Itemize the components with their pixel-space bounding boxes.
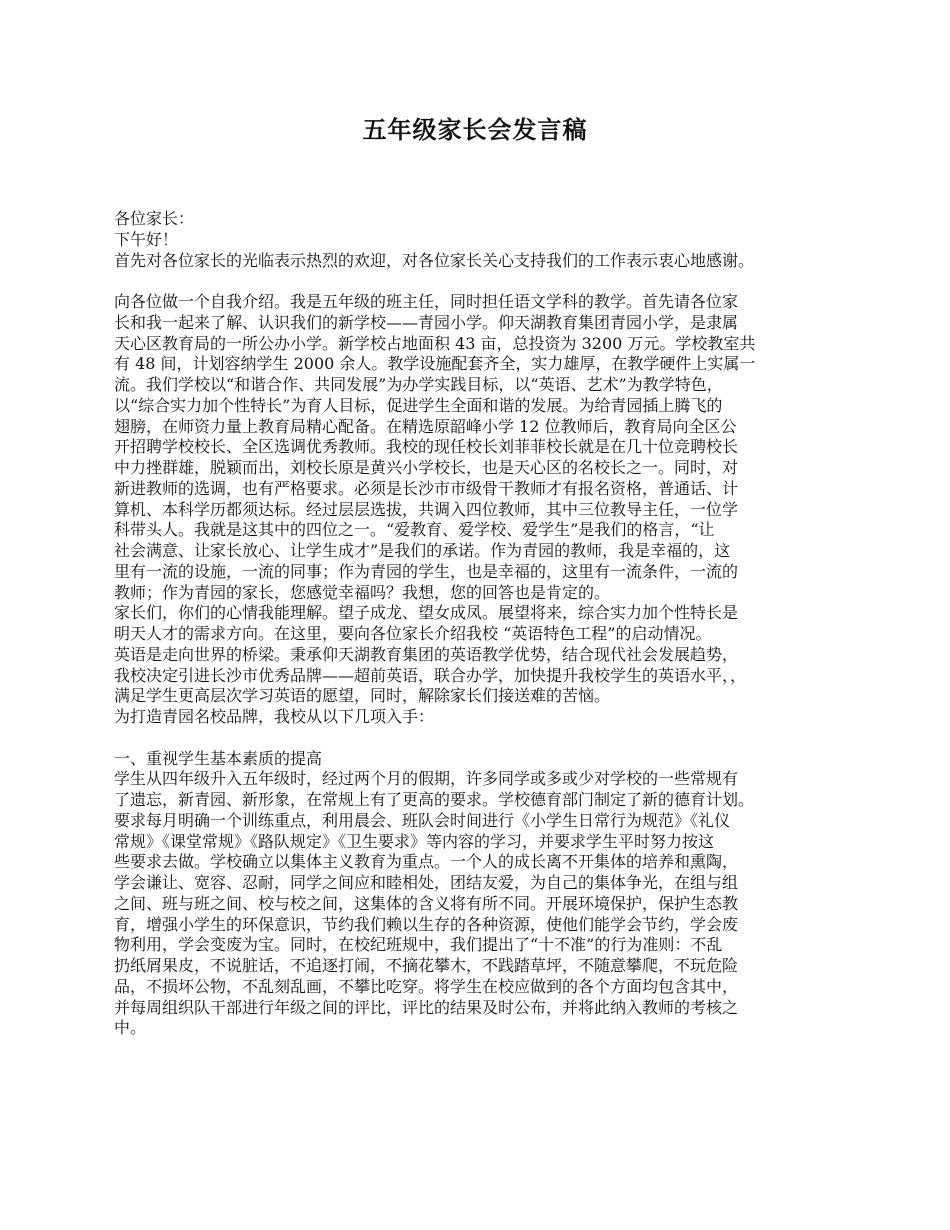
text-line: 算机、本科学历都须达标。经过层层选拔，共调入四位教师，其中三位教导主任，一位学 xyxy=(114,499,739,519)
text-line: 中力挫群雄，脱颖而出，刘校长原是黄兴小学校长，也是天心区的名校长之一。同时，对 xyxy=(114,458,739,477)
brand-line: 为打造青园名校品牌，我校从以下几项入手： xyxy=(114,707,435,726)
text-line: 里有一流的设施，一流的同事；作为青园的学生，也是幸福的，这里有一流条件，一流的 xyxy=(114,561,739,581)
section1-paragraph xyxy=(114,769,854,1039)
text-line: 英语是走向世界的桥梁。秉承仰天湖教育集团的英语教学优势，结合现代社会发展趋势， xyxy=(114,644,739,664)
text-line: 了遗忘，新青园、新形象，在常规上有了更高的要求。学校德育部门制定了新的德育计划。 xyxy=(114,790,755,809)
text-line: 之间、班与班之间、校与校之间，这集体的含义将有所不同。开展环境保护，保护生态教 xyxy=(114,893,739,913)
document-title: 五年级家长会发言稿 xyxy=(362,115,588,144)
text-line: 品，不损坏公物，不乱刻乱画，不攀比吃穿。将学生在校应做到的各个方面均包含其中， xyxy=(114,976,739,996)
text-line: 以“综合实力加个性特长”为育人目标，促进学生全面和谐的发展。为给青园插上腾飞的 xyxy=(114,395,723,415)
paragraph-spacer xyxy=(114,728,854,749)
text-line: 明天人才的需求方向。在这里，要向各位家长介绍我校 “英语特色工程”的启动情况。 xyxy=(114,624,712,643)
text-line: 开招聘学校校长、全区选调优秀教师。我校的现任校长刘菲菲校长就是在几十位竞聘校长 xyxy=(114,437,739,457)
text-line: 物利用，学会变废为宝。同时，在校纪班规中，我们提出了“十不准”的行为准则：不乱 xyxy=(114,935,723,955)
text-line: 翅膀，在师资力量上教育局精心配备。在精选原韶峰小学 12 位教师后，教育局向全区公 xyxy=(114,416,737,436)
text-line: 育，增强小学生的环保意识，节约我们赖以生存的各种资源，使他们能学会节约，学会废 xyxy=(114,914,739,934)
text-line: 有 48 间，计划容纳学生 2000 余人。教学设施配套齐全，实力雄厚，在教学硬件上实属一 xyxy=(114,354,756,374)
intro-paragraph xyxy=(114,292,854,603)
text-line: 家长们，你们的心情我能理解。望子成龙、望女成凤。展望将来，综合实力加个性特长是 xyxy=(114,603,739,623)
greeting-line: 各位家长： xyxy=(114,209,195,228)
text-line: 并每周组织队干部进行年级之间的评比，评比的结果及时公布，并将此纳入教师的考核之 xyxy=(114,997,739,1017)
text-line: 科带头人。我就是这其中的四位之一。“爱教育、爱学校、爱学生”是我们的格言，“让 xyxy=(114,520,715,540)
time-greeting-line: 下午好！ xyxy=(114,229,179,249)
parents-paragraph xyxy=(114,603,854,645)
text-line: 常规》《课堂常规》《路队规定》《卫生要求》等内容的学习，并要求学生平时努力按这 xyxy=(114,831,715,851)
text-line: 天心区教育局的一所公办小学。新学校占地面积 43 亩，总投资为 3200 万元。学校教室共 xyxy=(114,333,756,353)
text-line: 学生从四年级升入五年级时，经过两个月的假期，许多同学或多或少对学校的一些常规有 xyxy=(114,769,739,789)
english-paragraph xyxy=(114,645,854,707)
opening-line: 首先对各位家长的光临表示热烈的欢迎，对各位家长关心支持我们的工作表示衷心地感谢。 xyxy=(114,250,755,270)
text-line: 向各位做一个自我介绍。我是五年级的班主任，同时担任语文学科的教学。首先请各位家 xyxy=(114,292,739,311)
text-line: 学会谦让、宽容、忍耐，同学之间应和睦相处，团结友爱，为自己的集体争光，在组与组 xyxy=(114,873,739,892)
text-line: 些要求去做。学校确立以集体主义教育为重点。一个人的成长离不开集体的培养和熏陶， xyxy=(114,852,739,872)
text-line: 流。我们学校以“和谐合作、共同发展”为办学实践目标，以“英语、艺术”为教学特色， xyxy=(114,375,723,394)
text-line: 我校决定引进长沙市优秀品牌——超前英语，联合办学，加快提升我校学生的英语水平，， xyxy=(114,665,747,685)
section-heading: 一、重视学生基本素质的提高 xyxy=(114,748,323,768)
text-line: 社会满意、让家长放心、让学生成才”是我们的承诺。作为青园的教师，我是幸福的，这 xyxy=(114,541,731,560)
document-body xyxy=(114,209,854,1039)
text-line: 满足学生更高层次学习英语的愿望，同时，解除家长们接送难的苦恼。 xyxy=(114,686,611,706)
text-line: 要求每月明确一个训练重点，利用晨会、班队会时间进行《小学生日常行为规范》《礼仪 xyxy=(114,810,731,830)
text-line: 扔纸屑果皮，不说脏话，不追逐打闹，不摘花攀木，不践踏草坪，不随意攀爬，不玩危险 xyxy=(114,956,739,975)
text-line: 长和我一起来了解、认识我们的新学校——青园小学。仰天湖教育集团青园小学，是隶属 xyxy=(114,312,739,332)
text-line: 教师；作为青园的家长，您感觉幸福吗？我想，您的回答也是肯定的。 xyxy=(114,582,611,602)
paragraph-spacer xyxy=(114,271,854,292)
text-line: 中。 xyxy=(114,1018,147,1038)
text-line: 新进教师的选调，也有严格要求。必须是长沙市市级骨干教师才有报名资格，普通话、计 xyxy=(114,478,739,498)
